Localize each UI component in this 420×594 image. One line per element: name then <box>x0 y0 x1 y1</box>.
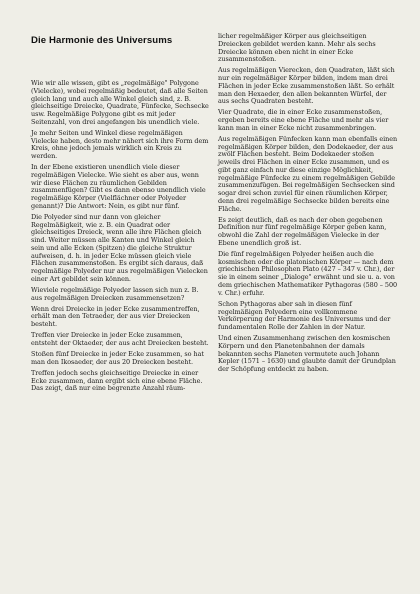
paragraph: In der Ebene existieren unendlich viele dieser regelmäßigen Vielecke. Wie sieht es aber aus, wenn wir diese Flächen zu räumlichen Gebilden zusammenfügen? Gibt es dann ebenso unendlich viele regelmäßige Körper (Vielflächner oder Polyeder genannt)? Die Antwort: Nein, es gibt nur fünf. <box>31 163 206 210</box>
paragraph: Aus regelmäßigen Fünfecken kann man ebenfalls einen regelmäßigen Körper bilden, den Dodekaeder, der aus zwölf Flächen besteht. Beim Dodekaeder stoßen jeweils drei Flächen in einer Ecke zusammen, und es gibt ganz einfach nur diese einzige Möglichkeit, regelmäßige Fünfecke zu einem regelmäßigen Gebilde zusammenzufügen. Bei regelmäßigen Sechsecken sind sogar drei schon zuviel für einen räumlichen Körper, denn drei regelmäßige Sechsecke bilden bereits eine Fläche. <box>218 134 398 213</box>
paragraph: Die Polyeder sind nur dann von gleicher Regelmäßigkeit, wie z. B. ein Quadrat oder gleichseitiges Dreieck, wenn alle ihre Flächen gleich sind. Weiter müssen alle Kanten und Winkel gleich sein und alle Ecken (Spitzen) die gleiche Struktur aufweisen, d. h. in jeder Ecke müssen gleich viele Flächen zusammenstoßen. Es ergibt sich daraus, daß regelmäßige Polyeder nur aus regelmäßigen Vielecken einer Art gebildet sein können. <box>31 212 208 283</box>
paragraph: Vier Quadrate, die in einer Ecke zusammenstoßen, ergeben bereits eine ebene Fläche und mehr als vier kann man in einer Ecke nicht zusammenbringen. <box>218 108 389 132</box>
paragraph: Wieviele regelmäßige Polyeder lassen sich nun z. B. aus regelmäßigen Dreiecken zusammensetzen? <box>31 285 199 302</box>
paragraph: Wie wir alle wissen, gibt es „regelmäßige" Polygone (Vielecke), wobei regelmäßig bedeutet, daß alle Seiten gleich lang und auch alle Winkel gleich sind, z. B. gleichseitige Dreiecke, Quadrate, Fünfecke, Sechsecke usw. Regelmäßige Polygone gibt es mit jeder Seitenzahl, von drei angefangen bis unendlich viele. <box>31 79 209 126</box>
paragraph: Die fünf regelmäßigen Polyeder heißen auch die kosmischen oder die platonischen Körper — nach dem griechischen Philosophen Plato (427 – 347 v. Chr.), der sie in einem seiner „Dialoge" erwähnt und sie u. a. von dem griechischen Mathematiker Pythagoras (580 – 500 v. Chr.) erfuhr. <box>218 249 398 297</box>
page-title: Die Harmonie des Universums <box>31 35 173 46</box>
paragraph: Es zeigt deutlich, daß es nach der oben gegebenen Definition nur fünf regelmäßige Körper geben kann, obwohl die Zahl der regelmäßigen Vielecke in der Ebene unendlich groß ist. <box>218 215 387 247</box>
paragraph: Treffen vier Dreiecke in jeder Ecke zusammen, entsteht der Oktaeder, der aus acht Dreiecken besteht. <box>31 331 209 348</box>
paragraph: Treffen jedoch sechs gleichseitige Dreiecke in einer Ecke zusammen, dann ergibt sich eine ebene Fläche. Das zeigt, daß nur eine begrenzte Anzahl räum- <box>31 368 203 393</box>
paragraph: Stoßen fünf Dreiecke in jeder Ecke zusammen, so hat man den Ikosaeder, der aus 20 Dreiecken besteht. <box>31 350 204 366</box>
paragraph: licher regelmäßiger Körper aus gleichseitigen Dreiecken gebildet werden kann. Mehr als sechs Dreiecke können eben nicht in einer Ecke zusammenstoßen. <box>218 32 376 64</box>
paragraph: Schon Pythagoras aber sah in diesen fünf regelmäßigen Polyedern eine vollkommene Verkörperung der Harmonie des Universums und der fundamentalen Rolle der Zahlen in der Natur. <box>218 299 391 332</box>
paragraph: Und einen Zusammenhang zwischen den kosmischen Körpern und den Planetenbahnen der damals bekannten sechs Planeten vermutete auch Johann Kepler (1571 – 1630) und glaubte damit der Grundplan der Schöpfung entdeckt zu haben. <box>218 334 396 374</box>
paragraph: Je mehr Seiten und Winkel diese regelmäßigen Vielecke haben, desto mehr nähert sich ihre Form dem Kreis, ohne jedoch jemals wirklich ein Kreis zu werden. <box>31 128 209 161</box>
left-column <box>31 80 209 396</box>
paragraph: Aus regelmäßigen Vierecken, den Quadraten, läßt sich nur ein regelmäßiger Körper bilden, indem man drei Flächen in jeder Ecke zusammenstoßen läßt. So erhält man den Hexaeder, den allen bekannten Würfel, der aus sechs Quadraten besteht. <box>218 66 395 106</box>
right-column <box>218 33 398 377</box>
paragraph: Wenn drei Dreiecke in jeder Ecke zusammentreffen, erhält man den Tetraeder, der aus vier Dreiecken besteht. <box>31 304 200 329</box>
